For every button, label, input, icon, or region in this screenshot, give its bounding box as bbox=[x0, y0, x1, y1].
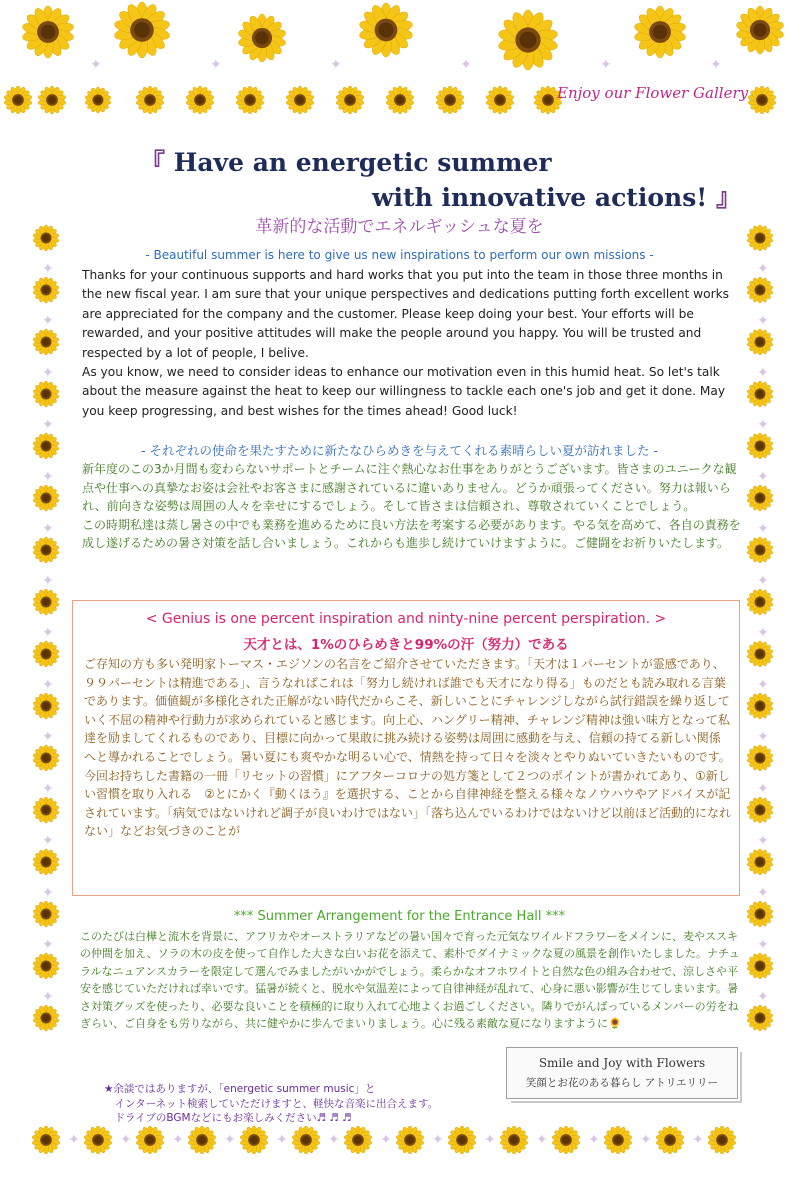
sunflower-icon bbox=[31, 379, 61, 409]
sparkle-icon: ✦ bbox=[588, 1132, 600, 1148]
sunflower-icon bbox=[342, 1124, 374, 1156]
sunflower-icon bbox=[602, 1124, 634, 1156]
signature-english: Smile and Joy with Flowers bbox=[538, 1056, 706, 1070]
sunflower-icon bbox=[734, 4, 786, 56]
sparkle-icon: ✦ bbox=[757, 989, 769, 1005]
sunflower-icon bbox=[394, 1124, 426, 1156]
sparkle-icon: ✦ bbox=[42, 781, 54, 797]
arrangement-body: このたびは白樺と流木を背景に、アフリカやオーストラリアなどの暑い国々で育った元気なワイルドフラワーをメインに、麦やススキの仲間を加え、ソラの木の皮を使って自作した大きな白いお花を添えて、素朴でダイナミックな夏の風景を創作いたしました。ナチュラルなニュアンスカラーを限定して選んでみましたがいかがでしょう。柔らかなオフホワイトと自然な色の組み合わせで、涼しさや平安を感じていただければ幸いです。猛暑が続くと、脱水や気温差によって自律神経が乱れて、心身に悪い影響が生じてしまいます。暑さ対策グッズを使ったり、必要な良いことを積極的に取り入れて心地よくお過ごしください。隣りでがんばっているメンバーの労をねぎらい、ご自身をも労りながら、共に健やかに歩んでまいりましょう。心に残る素敵な夏になりますように🌻 bbox=[80, 930, 740, 1031]
sunflower-icon bbox=[357, 1, 415, 59]
sparkle-icon: ✦ bbox=[484, 1132, 496, 1148]
sunflower-icon bbox=[334, 84, 366, 116]
sparkle-icon: ✦ bbox=[42, 989, 54, 1005]
sparkle-icon: ✦ bbox=[757, 833, 769, 849]
sunflower-icon bbox=[31, 795, 61, 825]
sparkle-icon: ✦ bbox=[692, 1132, 704, 1148]
sparkle-icon: ✦ bbox=[757, 365, 769, 381]
sunflower-icon bbox=[484, 84, 516, 116]
signature-box bbox=[506, 1047, 738, 1099]
sunflower-icon bbox=[745, 691, 775, 721]
sparkle-icon: ✦ bbox=[432, 1132, 444, 1148]
sunflower-icon bbox=[31, 639, 61, 669]
sunflower-icon bbox=[434, 84, 466, 116]
sunflower-icon bbox=[550, 1124, 582, 1156]
sunflower-icon bbox=[745, 275, 775, 305]
sparkle-icon: ✦ bbox=[68, 1132, 80, 1148]
sparkle-icon: ✦ bbox=[757, 625, 769, 641]
sunflower-icon bbox=[498, 1124, 530, 1156]
sunflower-icon bbox=[31, 691, 61, 721]
gallery-title: Enjoy our Flower Gallery bbox=[557, 84, 749, 102]
japanese-body: 新年度のこの3か月間も変わらないサポートとチームに注ぐ熱心なお仕事をありがとうございます。皆さまのユニークな観点や仕事への真摯なお姿は会社やお客さまに感謝されているに違いありません。どうか頑張ってください。努力は報いられ、前向きな姿勢は周囲の人々を幸せにするでしょう。そして皆さまは信頼され、尊敬されていくことでしょう。 この時期私達は蒸し暑さの中でも業務を進めるために良い方法を考案する必要があります。やる気を高めて、各自の責務を成し遂げるための暑さ対策を話し合いましょう。これからも進歩し続けていけますように。ご健闘をお祈りいたします。 bbox=[82, 462, 741, 551]
sparkle-icon: ✦ bbox=[42, 313, 54, 329]
headline-close-bracket: 』 bbox=[715, 183, 741, 212]
sparkle-icon: ✦ bbox=[600, 57, 612, 73]
sparkle-icon: ✦ bbox=[42, 885, 54, 901]
sunflower-icon bbox=[236, 12, 288, 64]
sparkle-icon: ✦ bbox=[42, 521, 54, 537]
quote-body: ご存知の方も多い発明家トーマス・エジソンの名言をご紹介させていただきます。「天才は１パーセントが霊感であり、９９パーセントは精進である」、言うなればこれは「努力し続ければ誰でも天才になり得る」ものだとも読み取れる言葉であります。価値観が多様化された正解がない時代だからこそ、新しいことにチャレンジしながら試行錯誤を繰り返していく不屈の精神や行動力が求められていると感じます。向上心、ハングリー精神、チャレンジ精神は強い味方となって私達を励ましてくれるものであり、目標に向かって果敢に挑み続ける姿勢は周囲に感動を与え、信頼の持てる新しい関係へと導かれることでしょう。暑い夏にも爽やかな明るい心で、情熱を持って日々を淡々とやりぬいていきたいものです。 今回お持ちした書籍の一冊「リセットの習慣」にアフターコロナの処方箋として２つのポイントが書かれてあり、①新しい習慣を取り入れる ②とにかく『動くほう』を選択する、ことから自律神経を整える様々なノウハウやアドバイスが記されています。「病気ではないけれど調子が良いわけではない」「落ち込んでいるわけではないけど以前ほど活動的になれない」などお気づきのことが bbox=[84, 657, 732, 839]
sparkle-icon: ✦ bbox=[42, 625, 54, 641]
sparkle-icon: ✦ bbox=[330, 57, 342, 73]
japanese-tagline: - それぞれの使命を果たすために新たなひらめきを与えてくれる素晴らしい夏が訪れました - bbox=[141, 443, 658, 458]
sunflower-icon bbox=[654, 1124, 686, 1156]
sunflower-icon bbox=[2, 84, 34, 116]
sparkle-icon: ✦ bbox=[42, 469, 54, 485]
sunflower-icon bbox=[30, 1124, 62, 1156]
sunflower-icon bbox=[31, 847, 61, 877]
sparkle-icon: ✦ bbox=[757, 313, 769, 329]
sparkle-icon: ✦ bbox=[757, 521, 769, 537]
quote-box bbox=[72, 600, 740, 896]
headline-text-1: Have an energetic summer bbox=[173, 148, 552, 177]
sparkle-icon: ✦ bbox=[328, 1132, 340, 1148]
sunflower-icon bbox=[20, 4, 76, 60]
english-body: Thanks for your continuous supports and hard works that you put into the team in those three months in the new fiscal year. I am sure that your unique perspectives and dedications putting forth excellent works are appreciated for the company and the customer. Please keep doing your best. Your efforts will be rewarded, and your positive attitudes will make the people around you happy. You will be trusted and respected by a lot of people, I belive. As you know, we need to consider ideas to enhance our motivation even in this humid heat. So let's talk about the measure against the heat to keep our willingness to tackle each one's job and get it done. May you keep progressing, and best wishes for the times ahead! Good luck! bbox=[82, 268, 730, 418]
sunflower-icon bbox=[446, 1124, 478, 1156]
sunflower-icon bbox=[284, 84, 316, 116]
sparkle-icon: ✦ bbox=[460, 57, 472, 73]
sunflower-icon bbox=[83, 85, 113, 115]
headline-line1 bbox=[140, 143, 552, 179]
sunflower-icon bbox=[745, 587, 775, 617]
sparkle-icon: ✦ bbox=[276, 1132, 288, 1148]
headline-open-bracket: 『 bbox=[140, 148, 166, 177]
sunflower-icon bbox=[745, 379, 775, 409]
sparkle-icon: ✦ bbox=[757, 261, 769, 277]
sunflower-icon bbox=[36, 84, 68, 116]
sparkle-icon: ✦ bbox=[757, 417, 769, 433]
sunflower-icon bbox=[290, 1124, 322, 1156]
sparkle-icon: ✦ bbox=[172, 1132, 184, 1148]
sunflower-icon bbox=[184, 84, 216, 116]
sunflower-icon bbox=[134, 84, 166, 116]
headline-line2 bbox=[372, 178, 741, 214]
sunflower-icon bbox=[745, 1003, 775, 1033]
sunflower-icon bbox=[186, 1124, 218, 1156]
sunflower-icon bbox=[238, 1124, 270, 1156]
sparkle-icon: ✦ bbox=[536, 1132, 548, 1148]
sunflower-icon bbox=[31, 587, 61, 617]
sunflower-icon bbox=[234, 84, 266, 116]
sparkle-icon: ✦ bbox=[757, 885, 769, 901]
sunflower-icon bbox=[31, 743, 61, 773]
sparkle-icon: ✦ bbox=[42, 573, 54, 589]
sunflower-icon bbox=[745, 483, 775, 513]
sparkle-icon: ✦ bbox=[757, 937, 769, 953]
sunflower-icon bbox=[82, 1124, 114, 1156]
sunflower-icon bbox=[706, 1124, 738, 1156]
sunflower-icon bbox=[384, 84, 416, 116]
sunflower-icon bbox=[745, 743, 775, 773]
signature-japanese: 笑顔とお花のある暮らし アトリエリリー bbox=[525, 1077, 719, 1089]
sunflower-icon bbox=[31, 535, 61, 565]
sparkle-icon: ✦ bbox=[42, 417, 54, 433]
sunflower-icon bbox=[745, 847, 775, 877]
sunflower-icon bbox=[496, 8, 560, 72]
sparkle-icon: ✦ bbox=[380, 1132, 392, 1148]
sunflower-icon bbox=[746, 84, 778, 116]
sparkle-icon: ✦ bbox=[757, 573, 769, 589]
arrangement-title: *** Summer Arrangement for the Entrance Hall *** bbox=[233, 909, 566, 924]
sunflower-icon bbox=[745, 327, 775, 357]
sparkle-icon: ✦ bbox=[42, 833, 54, 849]
headline-japanese: 革新的な活動でエネルギッシュな夏を bbox=[255, 217, 544, 237]
sparkle-icon: ✦ bbox=[42, 937, 54, 953]
sparkle-icon: ✦ bbox=[42, 677, 54, 693]
sunflower-icon bbox=[31, 951, 61, 981]
sparkle-icon: ✦ bbox=[42, 261, 54, 277]
sunflower-icon bbox=[112, 0, 172, 60]
sunflower-icon bbox=[31, 327, 61, 357]
quote-japanese: 天才とは、1%のひらめきと99%の汗（努力）である bbox=[243, 637, 569, 653]
quote-english: < Genius is one percent inspiration and ninty-nine percent perspiration. > bbox=[145, 611, 667, 627]
english-tagline: - Beautiful summer is here to give us new inspirations to perform our own missions - bbox=[145, 248, 654, 262]
headline-text-2: with innovative actions! bbox=[372, 183, 708, 212]
sunflower-icon bbox=[745, 951, 775, 981]
sunflower-icon bbox=[31, 275, 61, 305]
sparkle-icon: ✦ bbox=[757, 781, 769, 797]
sunflower-icon bbox=[31, 1003, 61, 1033]
sparkle-icon: ✦ bbox=[757, 469, 769, 485]
sparkle-icon: ✦ bbox=[757, 677, 769, 693]
sunflower-icon bbox=[745, 795, 775, 825]
sparkle-icon: ✦ bbox=[210, 57, 222, 73]
sparkle-icon: ✦ bbox=[42, 729, 54, 745]
sparkle-icon: ✦ bbox=[757, 729, 769, 745]
music-note: ★余談ではありますが、「energetic summer music」と インターネット検索していただけますと、軽快な音楽に出合えます。 ドライブのBGMなどにもお楽しみください♬ ♬ ♬ bbox=[104, 1083, 439, 1125]
sparkle-icon: ✦ bbox=[224, 1132, 236, 1148]
sunflower-icon bbox=[134, 1124, 166, 1156]
sparkle-icon: ✦ bbox=[42, 365, 54, 381]
sunflower-icon bbox=[745, 639, 775, 669]
sparkle-icon: ✦ bbox=[120, 1132, 132, 1148]
sparkle-icon: ✦ bbox=[710, 57, 722, 73]
sunflower-icon bbox=[31, 483, 61, 513]
sunflower-icon bbox=[632, 4, 688, 60]
sunflower-icon bbox=[745, 535, 775, 565]
sparkle-icon: ✦ bbox=[640, 1132, 652, 1148]
sparkle-icon: ✦ bbox=[90, 57, 102, 73]
